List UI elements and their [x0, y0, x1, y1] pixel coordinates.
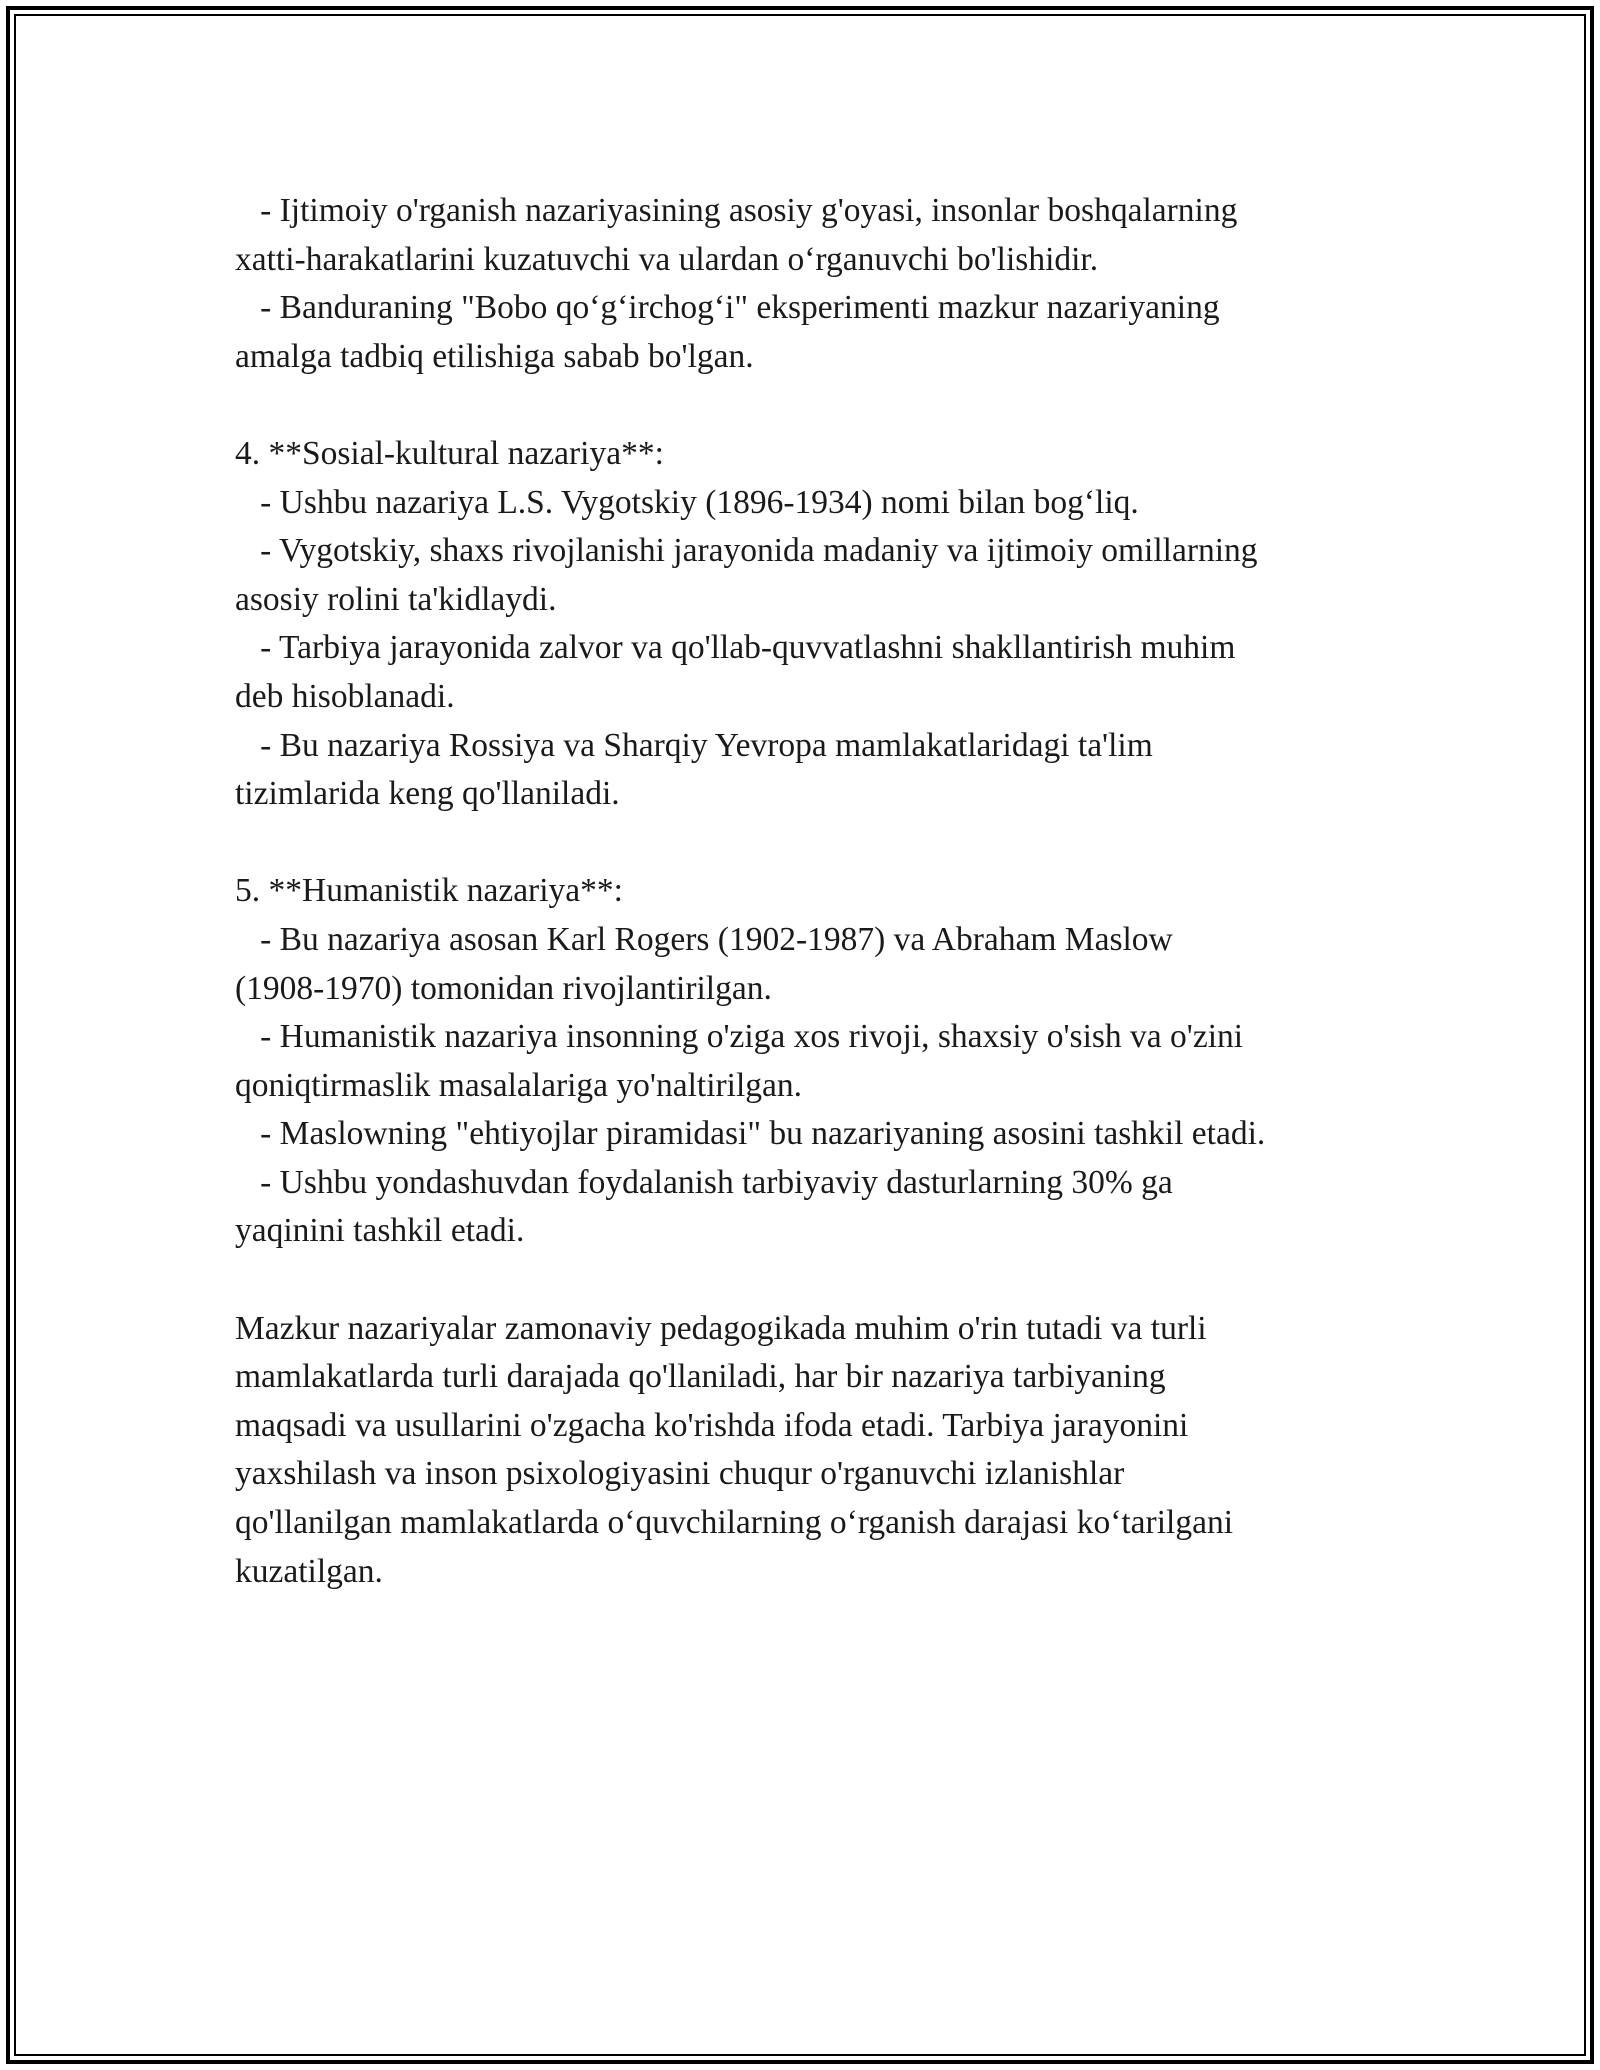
text-line: yaqinini tashkil etadi.: [235, 1212, 525, 1250]
text-line: kuzatilgan.: [235, 1552, 383, 1590]
conclusion-paragraph: [235, 1305, 1370, 1597]
text-line: - Ushbu yondashuvdan foydalanish tarbiyaviy dasturlarning 30% ga: [235, 1163, 1173, 1201]
text-line: yaxshilash va inson psixologiyasini chuqur o'rganuvchi izlanishlar: [235, 1455, 1125, 1493]
text-line: qoniqtirmaslik masalalariga yo'naltirilgan.: [235, 1066, 803, 1104]
text-line: amalga tadbiq etilishiga sabab bo'lgan.: [235, 337, 754, 375]
text-line: - Maslowning "ehtiyojlar piramidasi" bu nazariyaning asosini tashkil etadi.: [235, 1115, 1266, 1153]
text-line: Mazkur nazariyalar zamonaviy pedagogikada muhim o'rin tutadi va turli: [235, 1309, 1207, 1347]
paragraph-gap: [235, 381, 1370, 430]
text-line: - Bu nazariya Rossiya va Sharqiy Yevropa mamlakatlaridagi ta'lim: [235, 726, 1153, 764]
text-line: mamlakatlarda turli darajada qo'llaniladi, har bir nazariya tarbiyaning: [235, 1358, 1166, 1396]
text-line: deb hisoblanadi.: [235, 677, 455, 715]
text-line: (1908-1970) tomonidan rivojlantirilgan.: [235, 969, 772, 1007]
text-line: - Ushbu nazariya L.S. Vygotskiy (1896-1934) nomi bilan bog‘liq.: [235, 483, 1139, 521]
text-line: - Banduraning "Bobo qo‘g‘irchog‘i" eksperimenti mazkur nazariyaning: [235, 289, 1220, 327]
text-line: maqsadi va usullarini o'zgacha ko'rishda ifoda etadi. Tarbiya jarayonini: [235, 1406, 1189, 1444]
section-heading: 4. **Sosial-kultural nazariya**:: [235, 434, 664, 472]
paragraph-gap: [235, 819, 1370, 868]
text-line: - Vygotskiy, shaxs rivojlanishi jarayonida madaniy va ijtimoiy omillarning: [235, 532, 1258, 570]
paragraph-gap: [235, 1256, 1370, 1305]
section-5: [235, 867, 1370, 1256]
text-line: tizimlarida keng qo'llaniladi.: [235, 775, 620, 813]
document-body: [235, 187, 1370, 1596]
text-line: - Humanistik nazariya insonning o'ziga xos rivoji, shaxsiy o'sish va o'zini: [235, 1018, 1244, 1056]
text-line: xatti-harakatlarini kuzatuvchi va ulardan o‘rganuvchi bo'lishidir.: [235, 240, 1099, 278]
text-line: qo'llanilgan mamlakatlarda o‘quvchilarning o‘rganish darajasi ko‘tarilgani: [235, 1504, 1233, 1542]
text-line: - Tarbiya jarayonida zalvor va qo'llab-quvvatlashni shakllantirish muhim: [235, 629, 1236, 667]
section-4: [235, 430, 1370, 819]
text-line: - Ijtimoiy o'rganish nazariyasining asosiy g'oyasi, insonlar boshqalarning: [235, 192, 1238, 229]
intro-block: [235, 187, 1370, 381]
text-line: asosiy rolini ta'kidlaydi.: [235, 580, 557, 618]
text-line: - Bu nazariya asosan Karl Rogers (1902-1987) va Abraham Maslow: [235, 920, 1173, 958]
section-heading: 5. **Humanistik nazariya**:: [235, 872, 623, 910]
